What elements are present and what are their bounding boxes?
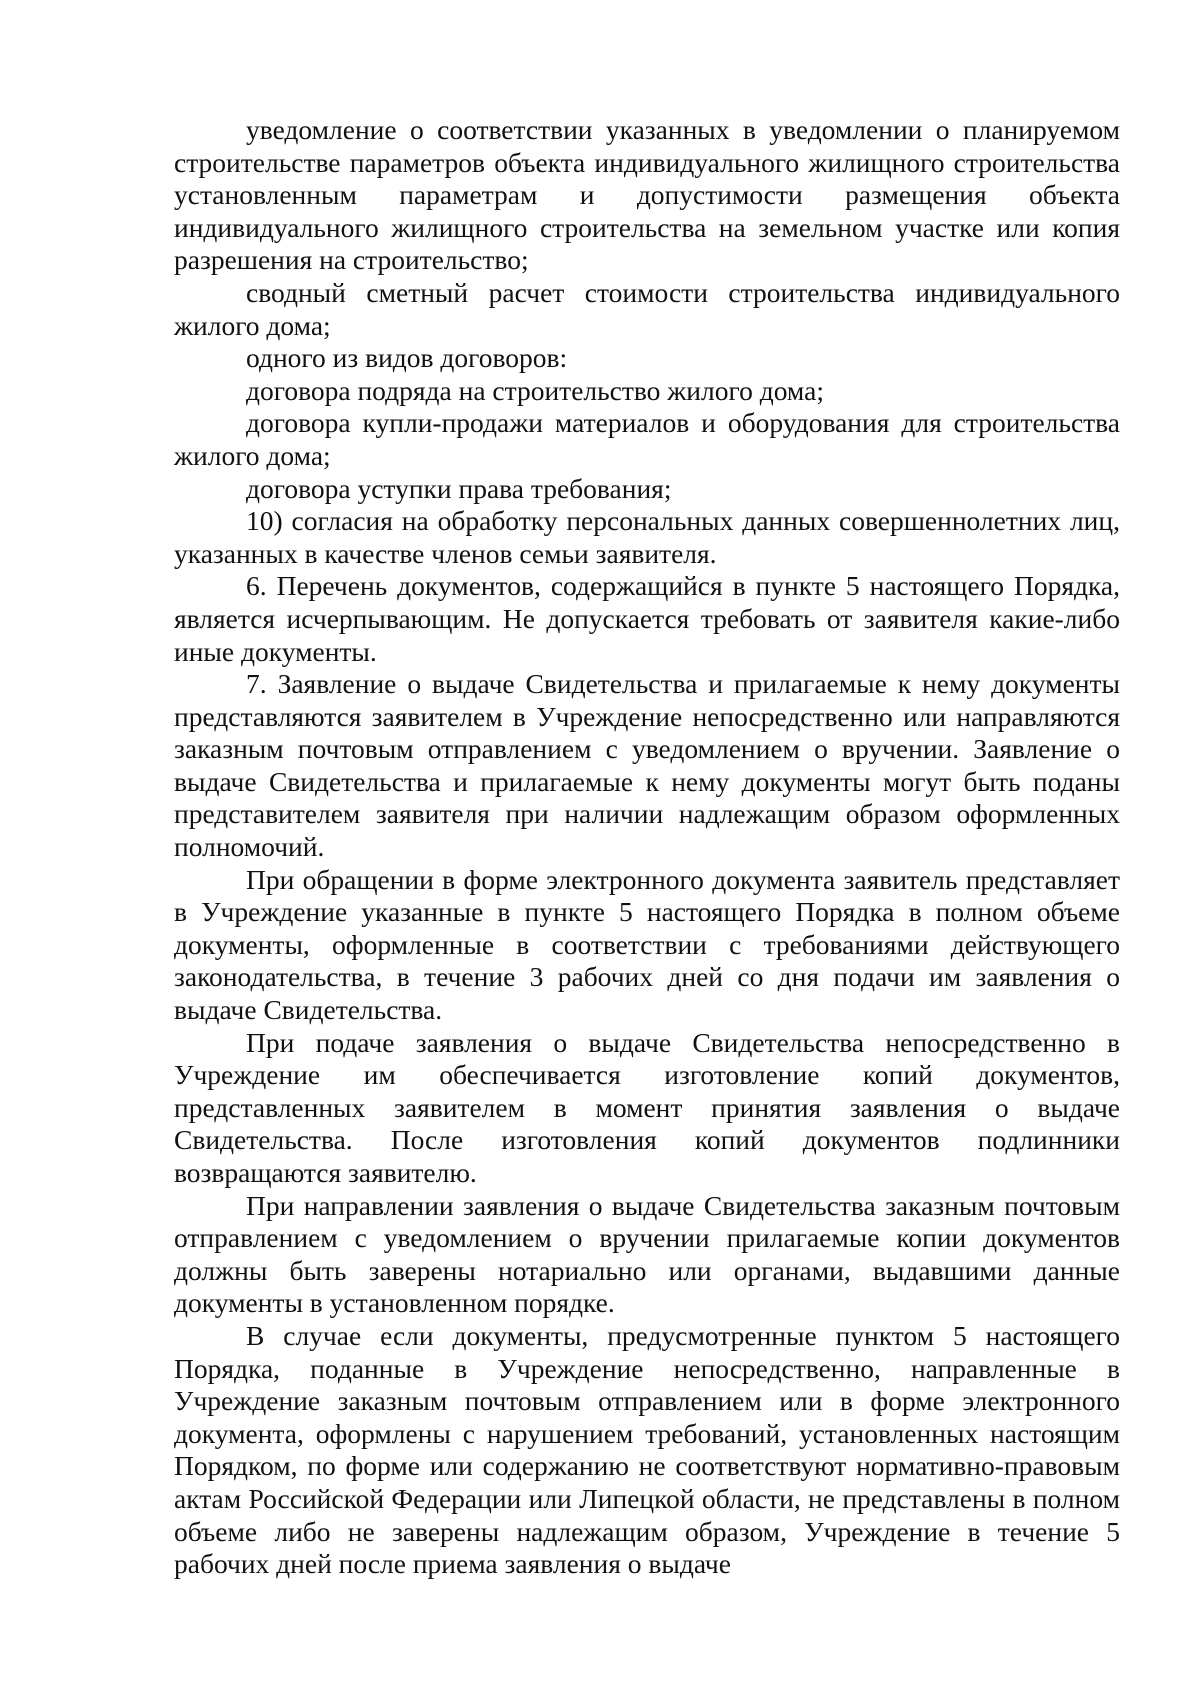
- paragraph-postal-submission: При направлении заявления о выдаче Свидетельства заказным почтовым отправлением с уведомлением о вручении прилагаемые копии документов должны быть заверены нотариально или органами, выдавшими данные документы в установленном порядке.: [174, 1189, 1120, 1319]
- paragraph-violation-case: В случае если документы, предусмотренные пунктом 5 настоящего Порядка, поданные в Учреждение непосредственно, направленные в Учреждение заказным почтовым отправлением или в форме электронного документа, оформлены с нарушением требований, установленных настоящим Порядком, по форме или содержанию не соответствуют нормативно-правовым актам Российской Федерации или Липецкой области, не представлены в полном объеме либо не заверены надлежащим образом, Учреждение в течение 5 рабочих дней после приема заявления о выдаче: [174, 1319, 1120, 1580]
- paragraph-clause-6: 6. Перечень документов, содержащийся в пункте 5 настоящего Порядка, является исчерпывающим. Не допускается требовать от заявителя какие-либо иные документы.: [174, 570, 1120, 667]
- paragraph-construction-contract: договора подряда на строительство жилого дома;: [246, 374, 824, 406]
- paragraph-assignment-contract: договора уступки права требования;: [246, 472, 672, 504]
- paragraph-cost-estimate: сводный сметный расчет стоимости строительства индивидуального жилого дома;: [174, 276, 1120, 341]
- paragraph-clause-7: 7. Заявление о выдаче Свидетельства и прилагаемые к нему документы представляются заявителем в Учреждение непосредственно или направляются заказным почтовым отправлением с уведомлением о вручении. Заявление о выдаче Свидетельства и прилагаемые к нему документы могут быть поданы представителем заявителя при наличии надлежащим образом оформленных полномочий.: [174, 668, 1120, 863]
- paragraph-direct-submission: При подаче заявления о выдаче Свидетельства непосредственно в Учреждение им обеспечивается изготовление копий документов, представленных заявителем в момент принятия заявления о выдаче Свидетельства. После изготовления копий документов подлинники возвращаются заявителю.: [174, 1026, 1120, 1188]
- paragraph-item-10-consent: 10) согласия на обработку персональных данных совершеннолетних лиц, указанных в качестве членов семьи заявителя.: [174, 505, 1120, 569]
- document-body: [174, 114, 1120, 1581]
- paragraph-notification: уведомление о соответствии указанных в уведомлении о планируемом строительстве параметров объекта индивидуального жилищного строительства установленным параметрам и допустимости размещения объекта индивидуального жилищного строительства на земельном участке или копия разрешения на строительство;: [174, 114, 1120, 276]
- paragraph-electronic-submission: При обращении в форме электронного документа заявитель представляет в Учреждение указанные в пункте 5 настоящего Порядка в полном объеме документы, оформленные в соответствии с требованиями действующего законодательства, в течение 3 рабочих дней со дня подачи им заявления о выдаче Свидетельства.: [174, 863, 1120, 1026]
- paragraph-purchase-contract: договора купли-продажи материалов и оборудования для строительства жилого дома;: [174, 407, 1120, 471]
- paragraph-contract-types: одного из видов договоров:: [246, 342, 568, 374]
